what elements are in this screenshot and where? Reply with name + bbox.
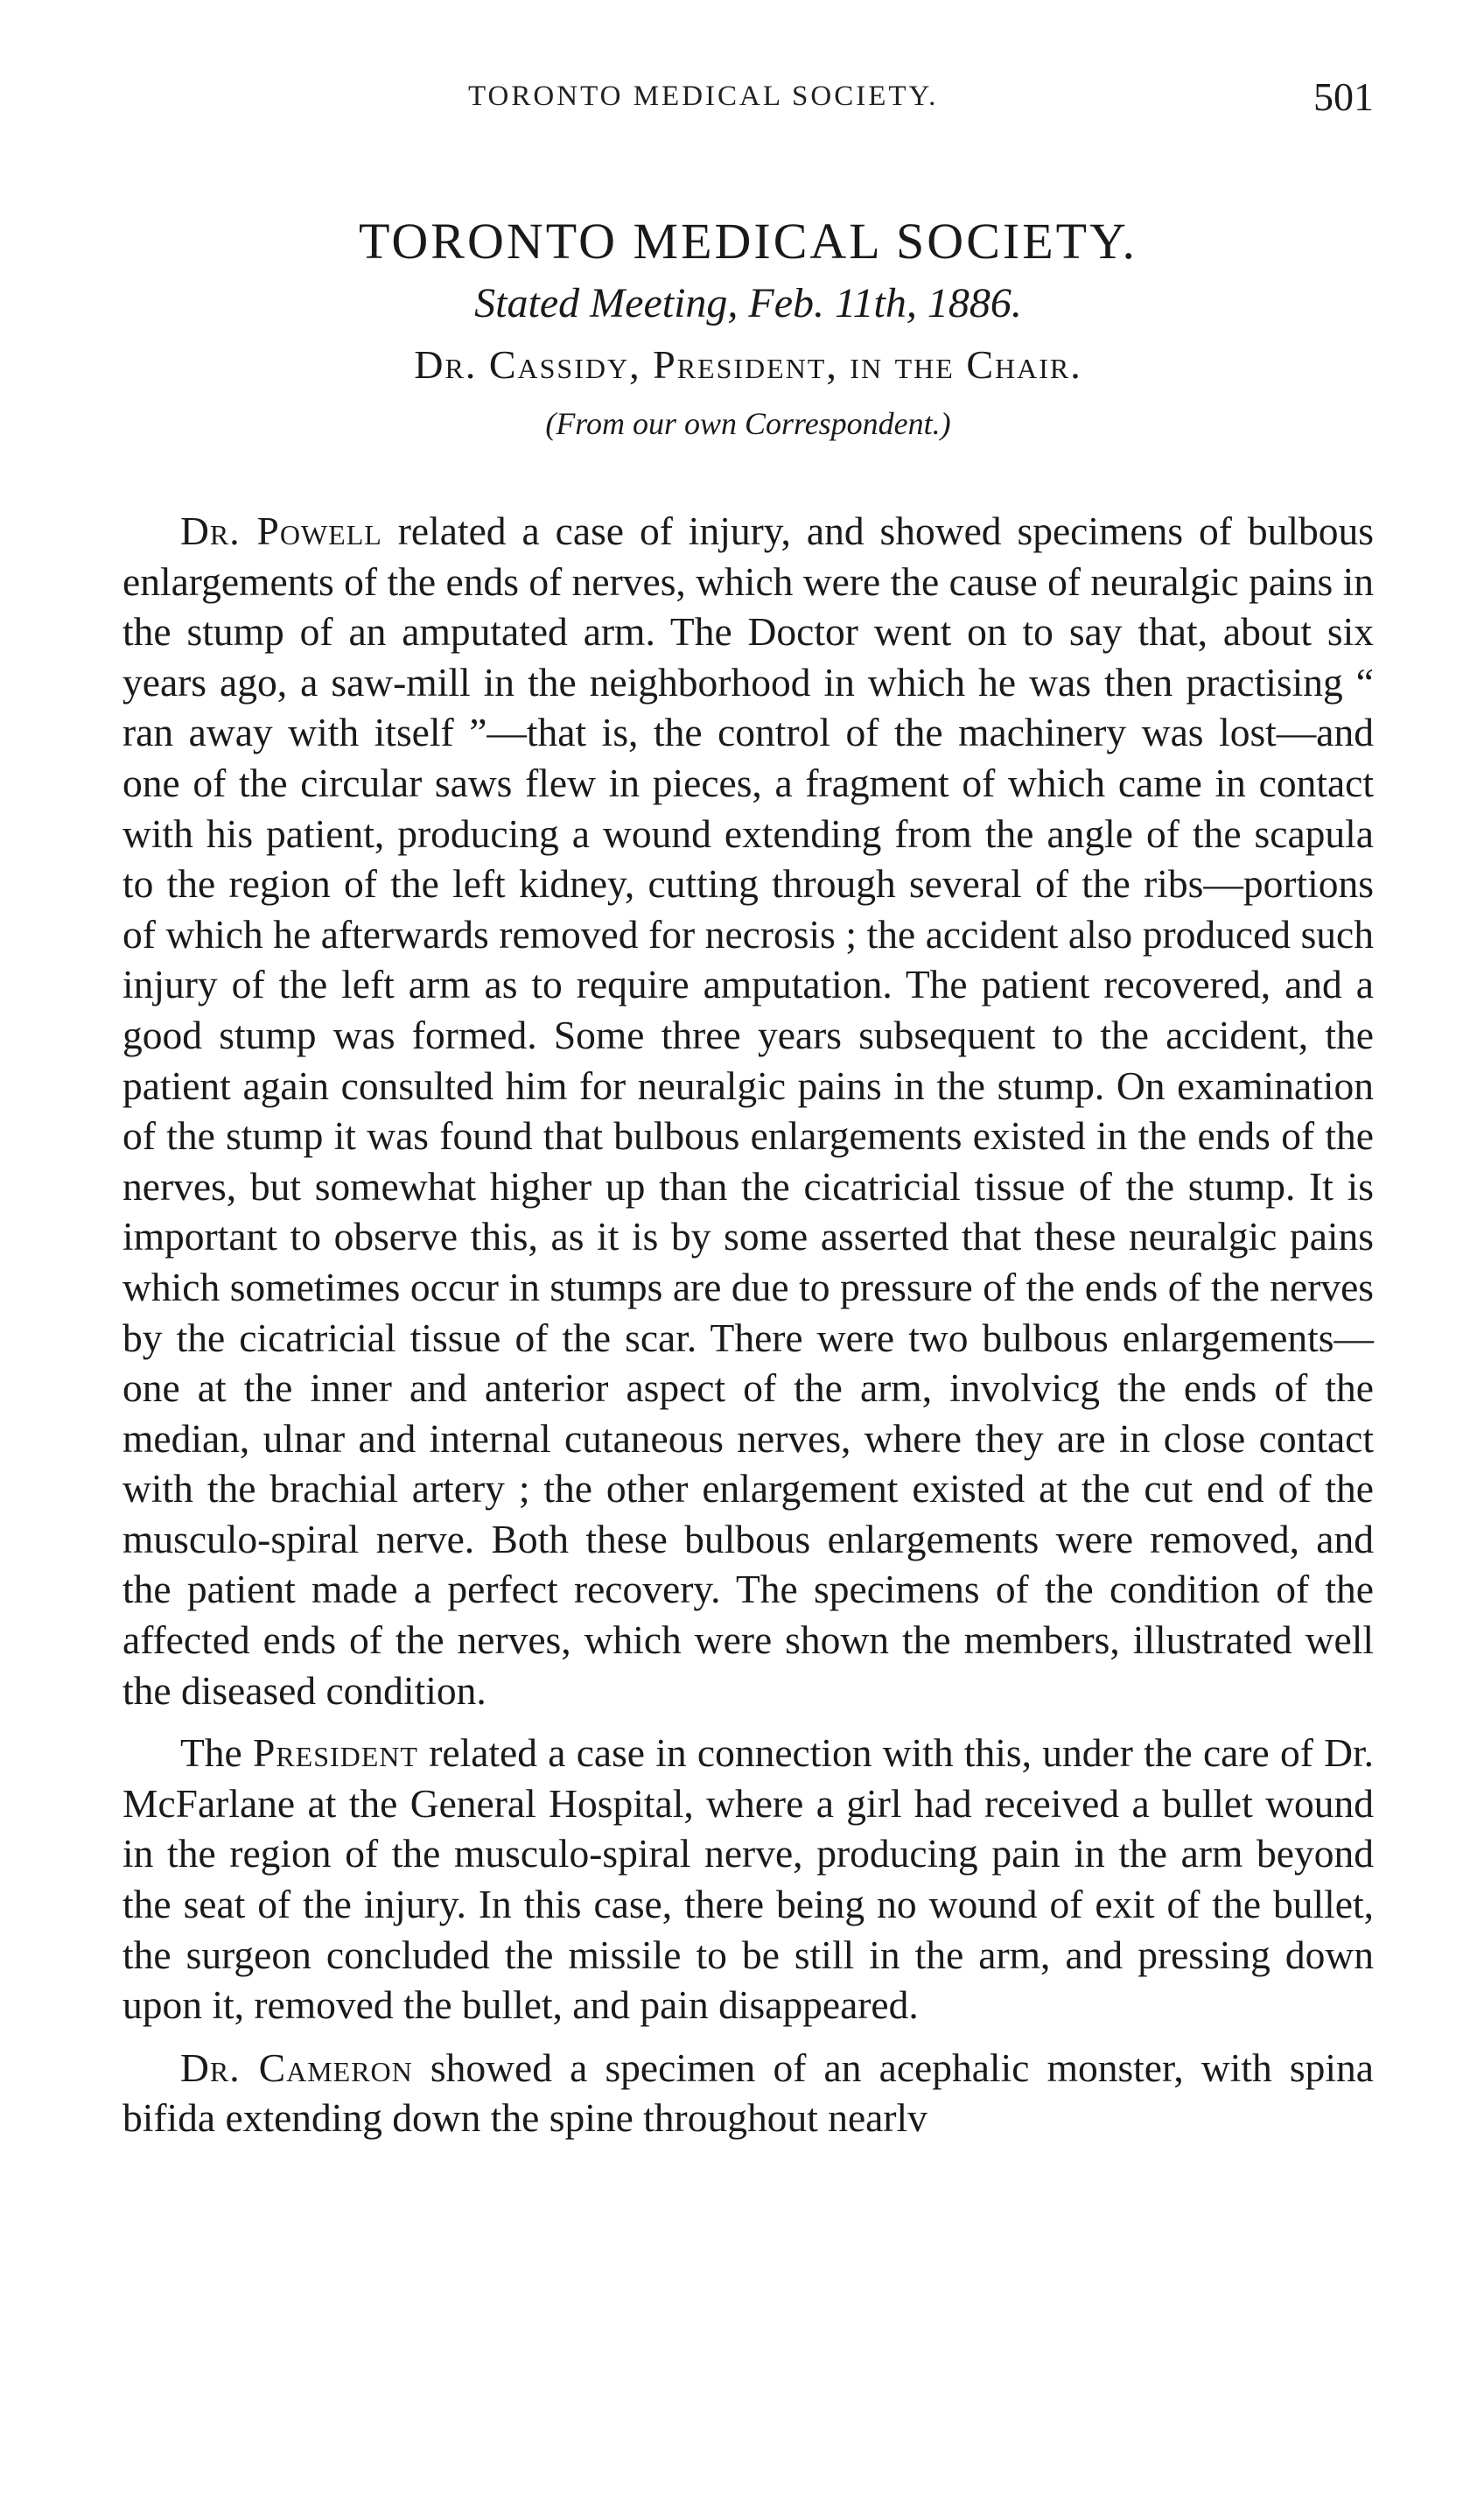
running-head (122, 74, 1374, 126)
presiding-officer: Dr. Cassidy, President, in the Chair. (414, 342, 1082, 387)
meeting-date: Stated Meeting, Feb. 11th, 1886. (474, 280, 1022, 326)
article-header (122, 210, 1374, 452)
article-body (122, 506, 1374, 2156)
paragraph-text: related a case of injury, and showed specimens of bulbous enlargements of the ends of nerves, which were the cause of neuralgic pains in the stump of an amputated arm. The Doctor went on to say that, about six years ago, a saw-mill in the neighborhood in which he was then practising “ ran away with itself ”—that is, the control of the machinery was lost—and one of the circular saws flew in pieces, a fragment of which came in contact with his patient, producing a wound extending from the angle of the scapula to the region of the left kidney, cutting through several of the ribs—portions of which he afterwards removed for necrosis ; the accident also produced such injury of the left arm as to require amputation. The patient recovered, and a good stump was formed. Some three years subsequent to the accident, the patient again consulted him for neuralgic pains in the stump. On examination of the stump it was found that bulbous enlargements existed in the ends of the nerves, but somewhat higher up than the cicatricial tissue of the stump. It is important to observe this, as it is by some asserted that these neuralgic pains which sometimes occur in stumps are due to pressure of the ends of the nerves by the cicatricial tissue of the scar. There were two bulbous enlargements—one at the inner and anterior aspect of the arm, involvicg the ends of the median, ulnar and internal cutaneous nerves, where they are in close contact with the brachial artery ; the other enlargement existed at the cut end of the musculo-spiral nerve. Both these bulbous enlargements were removed, and the patient made a perfect recovery. The specimens of the condition of the affected ends of the nerves, which were shown the members, illustrated well the diseased condition. (122, 509, 1374, 1713)
paragraph-text: related a case in connection with this, under the care of Dr. McFarlane at the General Hospital, where a girl had received a bullet wound in the region of the musculo-spiral nerve, producing pain in the arm beyond the seat of the injury. In this case, there being no wound of exit of the bullet, the surgeon concluded the missile to be still in the arm, and pressing down upon it, removed the bullet, and pain disappeared. (122, 1730, 1374, 2028)
page-number: 501 (1313, 74, 1374, 119)
paragraph-cameron (122, 2043, 1374, 2143)
running-title: TORONTO MEDICAL SOCIETY. (468, 81, 939, 112)
speaker-name: President (253, 1730, 418, 1776)
paragraph-prefix: The (180, 1730, 253, 1776)
paragraph-text: showed a specimen of an acephalic monster, with spina bifida extending down the spine throughout nearlv (122, 2045, 1374, 2141)
paragraph-president (122, 1728, 1374, 2031)
article-title: TORONTO MEDICAL SOCIETY. (359, 213, 1138, 270)
speaker-name: Dr. Powell (180, 509, 382, 553)
speaker-name: Dr. Cameron (180, 2045, 413, 2090)
paragraph-powell (122, 506, 1374, 1715)
correspondent-note: (From our own Correspondent.) (545, 406, 951, 441)
